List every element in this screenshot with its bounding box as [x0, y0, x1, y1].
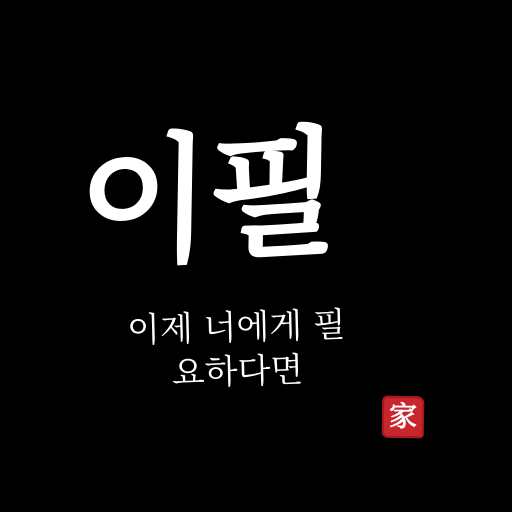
subtitle-line-1: 이제 너에게 필: [126, 305, 347, 351]
calligraphy-subtitle: [81, 302, 393, 398]
calligraphy-title: 이필: [76, 109, 338, 287]
subtitle-line-2: 요하다면: [171, 350, 304, 394]
seal-character: 家: [388, 399, 418, 434]
red-seal-stamp: [382, 396, 425, 439]
